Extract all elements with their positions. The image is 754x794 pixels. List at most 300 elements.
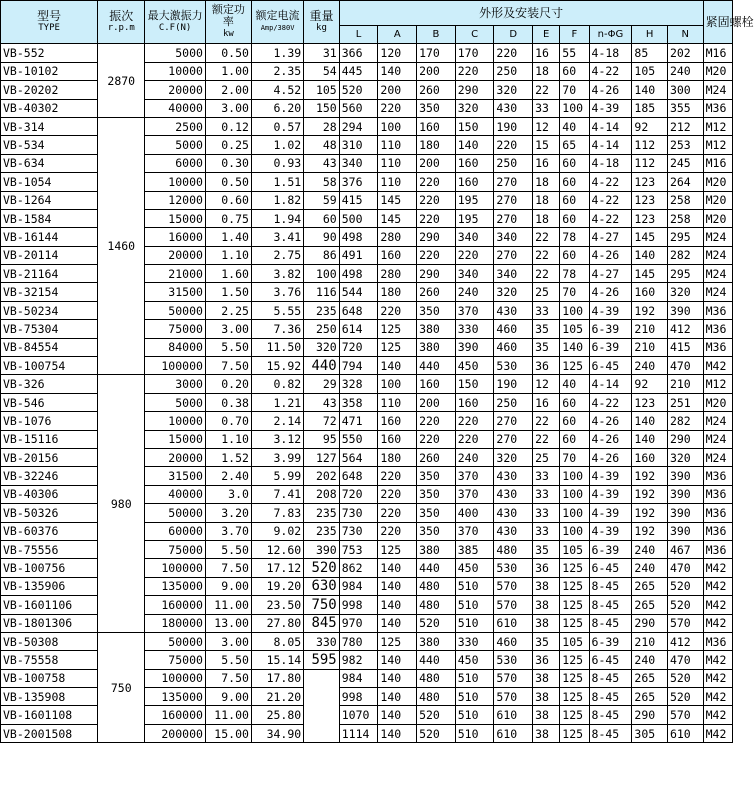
current-cell: 0.93 <box>251 154 303 172</box>
dimension-cell: 35 <box>533 632 560 650</box>
dimension-cell: 385 <box>455 540 494 558</box>
bolt-cell: M36 <box>703 522 732 540</box>
dimension-cell: 340 <box>455 228 494 246</box>
power-cell: 1.10 <box>205 430 251 448</box>
dimension-cell: 212 <box>667 117 703 135</box>
dimension-cell: 4-27 <box>589 228 632 246</box>
dimension-cell: 110 <box>378 173 417 191</box>
dimension-cell: 8-45 <box>589 688 632 706</box>
dimension-cell: 8-45 <box>589 614 632 632</box>
dimension-cell: 400 <box>455 504 494 522</box>
dimension-cell: 6-45 <box>589 559 632 577</box>
dimension-cell: 125 <box>560 559 589 577</box>
dimension-cell: 18 <box>533 191 560 209</box>
dimension-cell: 210 <box>667 375 703 393</box>
dimension-cell: 430 <box>494 99 533 117</box>
dimension-cell: 125 <box>560 724 589 742</box>
current-cell: 0.82 <box>251 375 303 393</box>
weight-cell: 595 <box>304 651 340 669</box>
dimension-cell: 570 <box>494 669 533 687</box>
dimension-cell: 140 <box>632 430 668 448</box>
force-cell: 20000 <box>145 81 206 99</box>
current-cell: 3.99 <box>251 448 303 466</box>
model-cell: VB-15116 <box>1 430 98 448</box>
force-cell: 5000 <box>145 44 206 62</box>
dimension-cell: 220 <box>455 246 494 264</box>
dimension-cell: 55 <box>560 44 589 62</box>
weight-cell: 31 <box>304 44 340 62</box>
dimension-cell: 258 <box>667 209 703 227</box>
power-cell: 3.00 <box>205 99 251 117</box>
force-cell: 15000 <box>145 430 206 448</box>
bolt-cell: M36 <box>703 320 732 338</box>
dimension-cell: 60 <box>560 430 589 448</box>
bolt-cell: M12 <box>703 136 732 154</box>
dimension-cell: 4-27 <box>589 265 632 283</box>
dimension-cell: 36 <box>533 559 560 577</box>
weight-cell: 127 <box>304 448 340 466</box>
current-cell: 11.50 <box>251 338 303 356</box>
dimension-cell: 200 <box>417 393 456 411</box>
dimension-cell: 265 <box>632 669 668 687</box>
dimension-cell: 78 <box>560 228 589 246</box>
dimension-cell: 33 <box>533 467 560 485</box>
dimension-cell: 245 <box>667 154 703 172</box>
dimension-cell: 530 <box>494 559 533 577</box>
dimension-cell: 6-39 <box>589 540 632 558</box>
dimension-cell: 270 <box>494 209 533 227</box>
dimension-cell: 16 <box>533 44 560 62</box>
dimension-cell: 140 <box>378 357 417 375</box>
dimension-cell: 290 <box>455 81 494 99</box>
current-cell: 23.50 <box>251 596 303 614</box>
current-cell: 3.76 <box>251 283 303 301</box>
dimension-cell: 140 <box>560 338 589 356</box>
force-cell: 21000 <box>145 265 206 283</box>
dimension-cell: 22 <box>533 228 560 246</box>
dimension-cell: 192 <box>632 301 668 319</box>
model-cell: VB-314 <box>1 117 98 135</box>
model-cell: VB-60376 <box>1 522 98 540</box>
dimension-cell: 145 <box>378 209 417 227</box>
dimension-cell: 125 <box>560 596 589 614</box>
weight-cell: 43 <box>304 393 340 411</box>
model-cell: VB-75558 <box>1 651 98 669</box>
dimension-cell: 480 <box>417 688 456 706</box>
dimension-cell: 78 <box>560 265 589 283</box>
dimension-cell: 160 <box>417 117 456 135</box>
dim-col-header: H <box>632 26 668 44</box>
dimension-cell: 12 <box>533 375 560 393</box>
dimension-cell: 328 <box>339 375 378 393</box>
power-cell: 0.50 <box>205 44 251 62</box>
dimension-cell: 258 <box>667 191 703 209</box>
model-cell: VB-75304 <box>1 320 98 338</box>
dimension-cell: 290 <box>632 706 668 724</box>
bolt-cell: M16 <box>703 154 732 172</box>
dimension-cell: 60 <box>560 191 589 209</box>
dimension-cell: 92 <box>632 375 668 393</box>
dimension-cell: 8-45 <box>589 669 632 687</box>
dimension-cell: 200 <box>417 62 456 80</box>
dimension-cell: 4-39 <box>589 99 632 117</box>
bolt-cell: M20 <box>703 393 732 411</box>
force-cell: 12000 <box>145 191 206 209</box>
model-cell: VB-1076 <box>1 412 98 430</box>
dimension-cell: 350 <box>417 504 456 522</box>
dim-col-header: N <box>667 26 703 44</box>
model-cell: VB-40306 <box>1 485 98 503</box>
dimension-cell: 530 <box>494 357 533 375</box>
dimension-cell: 170 <box>417 44 456 62</box>
current-cell: 1.94 <box>251 209 303 227</box>
dimension-cell: 100 <box>560 99 589 117</box>
dimension-cell: 125 <box>378 320 417 338</box>
power-cell: 2.00 <box>205 81 251 99</box>
dimension-cell: 140 <box>378 559 417 577</box>
weight-cell: 520 <box>304 559 340 577</box>
dimension-cell: 110 <box>378 393 417 411</box>
weight-cell: 95 <box>304 430 340 448</box>
dimension-cell: 120 <box>378 44 417 62</box>
model-cell: VB-1601108 <box>1 706 98 724</box>
dimension-cell: 100 <box>560 485 589 503</box>
bolt-cell: M24 <box>703 81 732 99</box>
bolt-cell: M36 <box>703 485 732 503</box>
force-cell: 5000 <box>145 136 206 154</box>
dimension-cell: 530 <box>494 651 533 669</box>
dimension-cell: 220 <box>455 412 494 430</box>
dimension-cell: 4-26 <box>589 246 632 264</box>
dimension-cell: 18 <box>533 173 560 191</box>
dimension-cell: 38 <box>533 669 560 687</box>
force-cell: 20000 <box>145 448 206 466</box>
dimension-cell: 25 <box>533 283 560 301</box>
power-cell: 1.10 <box>205 246 251 264</box>
dim-col-header: L <box>339 26 378 44</box>
dimension-cell: 140 <box>632 246 668 264</box>
dimension-cell: 358 <box>339 393 378 411</box>
force-cell: 20000 <box>145 246 206 264</box>
dimension-cell: 40 <box>560 375 589 393</box>
power-cell: 5.50 <box>205 651 251 669</box>
dimension-cell: 470 <box>667 651 703 669</box>
power-cell: 1.00 <box>205 62 251 80</box>
dimension-cell: 295 <box>667 228 703 246</box>
weight-cell: 440 <box>304 357 340 375</box>
power-cell: 1.50 <box>205 283 251 301</box>
current-cell: 21.20 <box>251 688 303 706</box>
dimension-cell: 500 <box>339 209 378 227</box>
dimension-cell: 510 <box>455 577 494 595</box>
dimension-cell: 22 <box>533 430 560 448</box>
dimension-cell: 35 <box>533 540 560 558</box>
bolt-cell: M24 <box>703 448 732 466</box>
dimension-cell: 180 <box>378 448 417 466</box>
dimension-cell: 430 <box>494 522 533 540</box>
dimension-cell: 60 <box>560 62 589 80</box>
power-cell: 5.50 <box>205 338 251 356</box>
dimension-cell: 145 <box>378 191 417 209</box>
dimension-cell: 240 <box>455 448 494 466</box>
dimension-cell: 520 <box>417 706 456 724</box>
force-cell: 31500 <box>145 283 206 301</box>
model-cell: VB-50308 <box>1 632 98 650</box>
model-cell: VB-32246 <box>1 467 98 485</box>
bolt-cell: M20 <box>703 62 732 80</box>
power-cell: 1.60 <box>205 265 251 283</box>
model-cell: VB-50234 <box>1 301 98 319</box>
weight-cell: 86 <box>304 246 340 264</box>
dimension-cell: 305 <box>632 724 668 742</box>
dimension-cell: 220 <box>455 430 494 448</box>
dimension-cell: 192 <box>632 485 668 503</box>
model-cell: VB-50326 <box>1 504 98 522</box>
dimension-cell: 33 <box>533 485 560 503</box>
model-cell: VB-1801306 <box>1 614 98 632</box>
col-header-bolt: 紧固螺栓 <box>703 1 732 44</box>
dimension-cell: 190 <box>494 375 533 393</box>
dimension-cell: 240 <box>455 283 494 301</box>
power-cell: 15.00 <box>205 724 251 742</box>
dimension-cell: 370 <box>455 485 494 503</box>
dimension-cell: 140 <box>378 724 417 742</box>
dimension-cell: 140 <box>378 62 417 80</box>
dimension-cell: 390 <box>667 485 703 503</box>
dimension-cell: 4-18 <box>589 154 632 172</box>
dimension-cell: 38 <box>533 577 560 595</box>
model-cell: VB-534 <box>1 136 98 154</box>
dimension-cell: 720 <box>339 338 378 356</box>
weight-cell: 54 <box>304 62 340 80</box>
dimension-cell: 250 <box>494 154 533 172</box>
force-cell: 40000 <box>145 99 206 117</box>
dimension-cell: 190 <box>494 117 533 135</box>
dimension-cell: 491 <box>339 246 378 264</box>
force-cell: 135000 <box>145 688 206 706</box>
dimension-cell: 140 <box>378 669 417 687</box>
dimension-cell: 100 <box>560 522 589 540</box>
power-cell: 3.20 <box>205 504 251 522</box>
dimension-cell: 445 <box>339 62 378 80</box>
power-cell: 2.40 <box>205 467 251 485</box>
dimension-cell: 355 <box>667 99 703 117</box>
dimension-cell: 4-22 <box>589 209 632 227</box>
dimension-cell: 180 <box>378 283 417 301</box>
dimension-cell: 610 <box>667 724 703 742</box>
dimension-cell: 4-26 <box>589 412 632 430</box>
dimension-cell: 140 <box>378 577 417 595</box>
weight-cell: 150 <box>304 99 340 117</box>
power-cell: 1.40 <box>205 228 251 246</box>
dimension-cell: 38 <box>533 706 560 724</box>
current-cell: 7.83 <box>251 504 303 522</box>
weight-cell: 60 <box>304 209 340 227</box>
dimension-cell: 110 <box>378 154 417 172</box>
weight-cell: 202 <box>304 467 340 485</box>
power-cell: 11.00 <box>205 596 251 614</box>
dimension-cell: 610 <box>494 724 533 742</box>
bolt-cell: M36 <box>703 301 732 319</box>
dimension-cell: 264 <box>667 173 703 191</box>
bolt-cell: M20 <box>703 191 732 209</box>
dimension-cell: 470 <box>667 559 703 577</box>
col-header-power: 额定功率 kw <box>205 1 251 44</box>
dimension-cell: 6-39 <box>589 338 632 356</box>
dimension-cell: 340 <box>494 265 533 283</box>
dimension-cell: 160 <box>417 375 456 393</box>
dimension-cell: 140 <box>632 412 668 430</box>
model-cell: VB-21164 <box>1 265 98 283</box>
dimension-cell: 105 <box>560 540 589 558</box>
dimension-cell: 570 <box>494 596 533 614</box>
dimension-cell: 390 <box>667 522 703 540</box>
dimension-cell: 110 <box>378 136 417 154</box>
weight-cell: 320 <box>304 338 340 356</box>
dimension-cell: 290 <box>632 614 668 632</box>
power-cell: 0.38 <box>205 393 251 411</box>
dimension-cell: 480 <box>417 596 456 614</box>
dimension-cell: 290 <box>667 430 703 448</box>
power-cell: 3.00 <box>205 320 251 338</box>
force-cell: 60000 <box>145 522 206 540</box>
current-cell: 19.20 <box>251 577 303 595</box>
weight-cell: 330 <box>304 632 340 650</box>
dim-col-header: C <box>455 26 494 44</box>
weight-cell: 845 <box>304 614 340 632</box>
dimension-cell: 520 <box>417 614 456 632</box>
dimension-cell: 440 <box>417 651 456 669</box>
dimension-cell: 240 <box>632 357 668 375</box>
bolt-cell: M24 <box>703 283 732 301</box>
dimension-cell: 290 <box>417 228 456 246</box>
dimension-cell: 220 <box>417 191 456 209</box>
power-cell: 0.60 <box>205 191 251 209</box>
force-cell: 200000 <box>145 724 206 742</box>
dimension-cell: 280 <box>378 228 417 246</box>
dimension-cell: 260 <box>417 283 456 301</box>
dimension-cell: 570 <box>667 614 703 632</box>
dimension-cell: 125 <box>560 577 589 595</box>
dimension-cell: 570 <box>667 706 703 724</box>
dimension-cell: 220 <box>417 412 456 430</box>
dimension-cell: 4-22 <box>589 191 632 209</box>
dimension-cell: 290 <box>417 265 456 283</box>
dimension-cell: 100 <box>560 467 589 485</box>
dimension-cell: 192 <box>632 504 668 522</box>
weight-cell-empty <box>304 669 340 743</box>
dim-col-header: B <box>417 26 456 44</box>
dimension-cell: 480 <box>417 669 456 687</box>
current-cell: 27.80 <box>251 614 303 632</box>
dimension-cell: 18 <box>533 209 560 227</box>
dimension-cell: 415 <box>667 338 703 356</box>
power-cell: 2.25 <box>205 301 251 319</box>
current-cell: 15.92 <box>251 357 303 375</box>
dimension-cell: 560 <box>339 99 378 117</box>
power-cell: 11.00 <box>205 706 251 724</box>
dimension-cell: 100 <box>560 301 589 319</box>
weight-cell: 235 <box>304 301 340 319</box>
dimension-cell: 240 <box>632 559 668 577</box>
dimension-cell: 380 <box>417 540 456 558</box>
force-cell: 50000 <box>145 504 206 522</box>
model-cell: VB-16144 <box>1 228 98 246</box>
dimension-cell: 510 <box>455 706 494 724</box>
dimension-cell: 105 <box>560 632 589 650</box>
bolt-cell: M42 <box>703 614 732 632</box>
weight-cell: 48 <box>304 136 340 154</box>
model-cell: VB-135908 <box>1 688 98 706</box>
rpm-cell: 750 <box>98 632 145 742</box>
dimension-cell: 510 <box>455 596 494 614</box>
dimension-cell: 340 <box>494 228 533 246</box>
dimension-cell: 430 <box>494 467 533 485</box>
dimension-cell: 192 <box>632 522 668 540</box>
dimension-cell: 220 <box>378 504 417 522</box>
model-cell: VB-326 <box>1 375 98 393</box>
current-cell: 8.05 <box>251 632 303 650</box>
dimension-cell: 60 <box>560 412 589 430</box>
dimension-cell: 210 <box>632 320 668 338</box>
dimension-cell: 295 <box>667 265 703 283</box>
dimension-cell: 412 <box>667 632 703 650</box>
dimension-cell: 160 <box>378 412 417 430</box>
dimension-cell: 520 <box>667 596 703 614</box>
dimension-cell: 350 <box>417 522 456 540</box>
weight-cell: 235 <box>304 522 340 540</box>
dimension-cell: 160 <box>632 448 668 466</box>
power-cell: 0.70 <box>205 412 251 430</box>
current-cell: 1.02 <box>251 136 303 154</box>
force-cell: 100000 <box>145 559 206 577</box>
dimension-cell: 350 <box>417 301 456 319</box>
current-cell: 2.75 <box>251 246 303 264</box>
dimension-cell: 570 <box>494 688 533 706</box>
dimension-cell: 220 <box>417 246 456 264</box>
dimension-cell: 140 <box>378 614 417 632</box>
dimension-cell: 70 <box>560 283 589 301</box>
dimension-cell: 123 <box>632 209 668 227</box>
force-cell: 84000 <box>145 338 206 356</box>
dimension-cell: 570 <box>494 577 533 595</box>
current-cell: 2.14 <box>251 412 303 430</box>
bolt-cell: M36 <box>703 632 732 650</box>
dimension-cell: 430 <box>494 504 533 522</box>
current-cell: 3.12 <box>251 430 303 448</box>
dimension-cell: 480 <box>494 540 533 558</box>
dimension-cell: 250 <box>494 393 533 411</box>
dimension-cell: 4-22 <box>589 173 632 191</box>
force-cell: 75000 <box>145 651 206 669</box>
dimension-cell: 60 <box>560 246 589 264</box>
dimension-cell: 123 <box>632 173 668 191</box>
dimension-cell: 550 <box>339 430 378 448</box>
dimension-cell: 510 <box>455 669 494 687</box>
dimension-cell: 430 <box>494 301 533 319</box>
force-cell: 6000 <box>145 154 206 172</box>
power-cell: 0.50 <box>205 173 251 191</box>
dimension-cell: 145 <box>632 265 668 283</box>
col-header-speed: 振次 r.p.m <box>98 1 145 44</box>
bolt-cell: M42 <box>703 357 732 375</box>
dimension-cell: 16 <box>533 393 560 411</box>
dimension-cell: 125 <box>560 614 589 632</box>
model-cell: VB-552 <box>1 44 98 62</box>
weight-cell: 90 <box>304 228 340 246</box>
force-cell: 100000 <box>145 669 206 687</box>
dimension-cell: 220 <box>494 136 533 154</box>
